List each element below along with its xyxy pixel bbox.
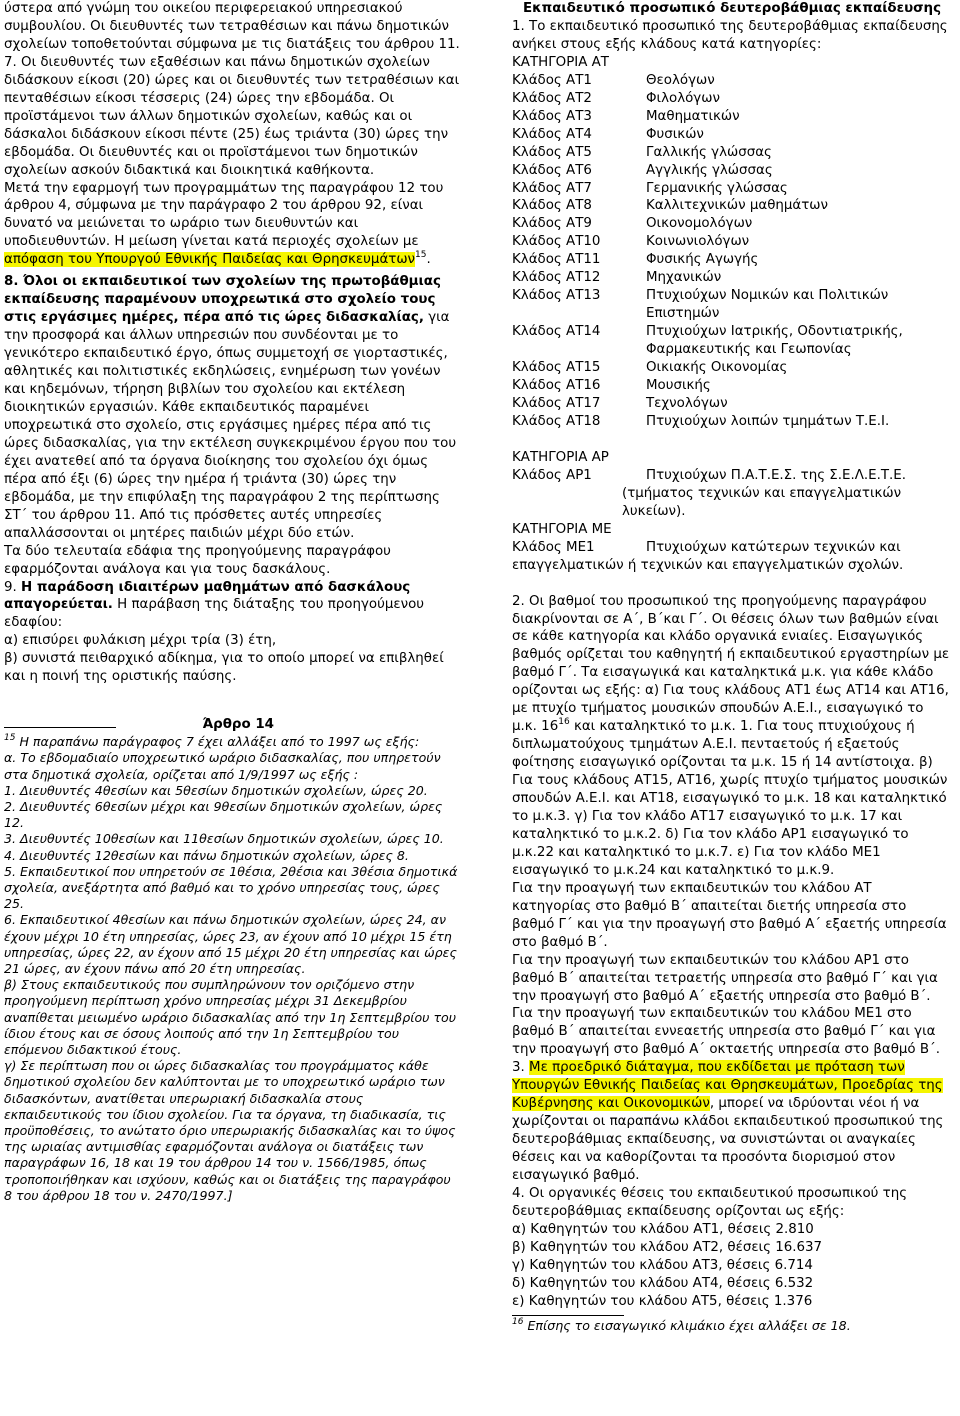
branch-name: Κοινωνιολόγων: [646, 234, 750, 250]
paragraph-3-number: 3.: [512, 1060, 530, 1076]
branch-name: Μηχανικών: [646, 270, 722, 286]
section-heading: Εκπαιδευτικό προσωπικό δευτεροβάθμιας εκπαίδευσης: [522, 1, 942, 16]
branch-name: Πτυχιούχων Ιατρικής, Οδοντιατρικής, Φαρμακευτικής και Γεωπονίας: [646, 324, 903, 358]
branch-code: Κλάδος ΑΤ12: [512, 270, 601, 286]
footnote-15-line: γ) Σε περίπτωση που οι ώρες διδασκαλίας του προγράμματος κάθε δημοτικού σχολείου δεν καλύπτονται με το υποχρεωτικό ωράριο των διδασκόντων, ανατίθεται υπερωριακή διδασκαλία στους εκπαιδευτικούς του ίδιου σχολείου. Για τα όργανα, τη διαδικασία, τις προϋποθέσεις, το ανώτατο όριο υπερωριακής διδασκαλίας και το ύψος της ωριαίας αντιμισθίας εφαρμόζονται ανάλογα οι διατάξεις των παραγράφων 16, 18 και 19 του άρθρου 14 του ν. 1566/1985, όπως τροποποιήθηκαν και ισχύουν, καθώς και οι διατάξεις της παραγράφου 8 του άρθρου 18 του ν. 2470/1997.]: [4, 1058, 456, 1203]
branch-name: Πτυχιούχων Π.Α.Τ.Ε.Σ. της Σ.Ε.Λ.Ε.Τ.Ε.: [646, 467, 907, 483]
footnote-16-number: 16: [512, 1316, 524, 1327]
footnote-15-line: α. Το εβδομαδιαίο υποχρεωτικό ωράριο διδασκαλίας, που υπηρετούν στα δημοτικά σχολεία, ορίζεται από 1/9/1997 ως εξής :: [4, 750, 441, 782]
paragraph-9-a: α) επισύρει φυλάκιση μέχρι τρία (3) έτη,: [4, 633, 277, 649]
branch-code: Κλάδος ΜΕ1: [512, 539, 595, 555]
paragraph-intro: ύστερα από γνώμη του οικείου περιφερειακού υπηρεσιακού συμβουλίου. Οι διευθυντές των τετραθέσιων και πάνω δημοτικών σχολείων τοποθετούνται σύμφωνα με τις διατάξεις του άρθρου 11.: [4, 1, 460, 52]
branch-code: Κλάδος ΑΤ6: [512, 162, 592, 178]
branch-name: Φυσικών: [646, 126, 704, 142]
branch-name-continued: (τμήματος τεχνικών και επαγγελματικών λυκείων).: [622, 485, 902, 519]
footnote-15-line: 4. Διευθυντές 12θεσίων και πάνω δημοτικών σχολείων, ώρες 8.: [4, 847, 409, 863]
highlighted-text: Με προεδρικό διάταγμα, που εκδίδεται με πρόταση των Υπουργών Εθνικής Παιδείας και Θρησκευμάτων, Προεδρίας της Κυβέρνησης και Οικονομικών: [512, 1060, 943, 1112]
branch-name-continued: επαγγελματικών ή τεχνικών και επαγγελματικών σχολών.: [512, 557, 904, 573]
branch-code: Κλάδος ΑΤ1: [512, 72, 592, 88]
branch-code: Κλάδος ΑΤ3: [512, 108, 592, 124]
paragraph-2-text-cont: και καταληκτικό το μ.κ. 1. Για τους πτυχιούχους ή διπλωματούχους τμημάτων Α.Ε.Ι. πενταετούς ή εξαετούς φοίτησης εισαγωγικό ορίζονται τα μ.κ. 15 ή 14 αντίστοιχα. β) Για τους κλάδους ΑΤ15, ΑΤ16, χωρίς πτυχίο τμήματος μουσικών σπουδών Α.Ε.Ι. και ΑΤ18, εισαγωγικό το μ.κ. 18 και καταληκτικό το μ.κ.3. γ) Για τον κλάδο ΑΤ17 εισαγωγικό το μ.κ. 17 και καταληκτικό το μ.κ.2. δ) Για τον κλάδο ΑΡ1 εισαγωγικό το μ.κ.22 και καταληκτικό το μ.κ.7. ε) Για τον κλάδο ΜΕ1 εισαγωγικό το μ.κ.24 και καταληκτικό το μ.κ.9.: [512, 719, 948, 878]
paragraph-4: 4. Οι οργανικές θέσεις του εκπαιδευτικού προσωπικού της δευτεροβάθμιας εκπαίδευσης ορίζονται ως εξής:: [512, 1186, 908, 1219]
footnote-ref-15: 15: [415, 250, 427, 261]
branch-name: Αγγλικής γλώσσας: [646, 162, 773, 178]
branch-row: [512, 180, 952, 198]
branch-name: Πτυχιούχων λοιπών τμημάτων Τ.Ε.Ι.: [646, 413, 890, 429]
branch-row: [512, 323, 952, 359]
paragraph-2-promotion-at: Για την προαγωγή των εκπαιδευτικών του κλάδου ΑΤ κατηγορίας στο βαθμό Β΄ απαιτείται διετής υπηρεσία στο βαθμό Γ΄ και για την προαγωγή στο βαθμό Α΄ εξαετής υπηρεσία στο βαθμό Β΄.: [512, 880, 947, 950]
branch-row: [512, 108, 952, 126]
branch-code: Κλάδος ΑΡ1: [512, 467, 592, 483]
paragraph-end: .: [426, 252, 431, 268]
branch-row: [512, 251, 952, 269]
branch-name: Πτυχιούχων κατώτερων τεχνικών και: [646, 539, 901, 555]
branch-code: Κλάδος ΑΤ11: [512, 252, 601, 268]
branch-code: Κλάδος ΑΤ5: [512, 144, 592, 160]
branch-code: Κλάδος ΑΤ14: [512, 324, 601, 340]
branch-row: [512, 467, 952, 485]
paragraph-8-text: για την προσφορά και άλλων υπηρεσιών που συνδέονται με το γενικότερο εκπαιδευτικό έργο, όπως συμμετοχή σε γιορταστικές, αθλητικές και πολιτιστικές εκδηλώσεις, ενημέρωση των γονέων και κηδεμόνων, τήρηση βιβλίων του σχολείου και εκτέλεση διοικητικών εργασιών. Κάθε εκπαιδευτικός παραμένει υποχρεωτικά στο σχολείο, στις εργάσιμες ημέρες πέρα από τις ώρες διδασκαλίας, για την εκτέλεση συγκεκριμένου έργου που του έχει ανατεθεί από τα όργανα διοίκησης του σχολείου όχι όμως πέρα από έξι (6) ώρες την ημέρα ή τριάντα (30) ώρες την εβδομάδα, με την επιφύλαξη της παραγράφου 2 της περίπτωσης ΣΤ΄ του άρθρου 11. Από τις πρόσθετες αυτές υπηρεσίες απαλλάσσονται οι μητέρες παιδιών μέχρι δύο ετών.: [4, 310, 457, 541]
footnote-ref-16: 16: [558, 717, 570, 728]
paragraph-text: Μετά την εφαρμογή των προγραμμάτων της παραγράφου 12 του άρθρου 4, σύμφωνα με την παράγραφο 2 του άρθρου 92, είναι δυνατό να μειώνεται το ωράριο των διευθυντών και υποδιευθυντών. Η μείωση γίνεται κατά περιοχές σχολείων με: [4, 180, 444, 250]
footnote-separator: [512, 1315, 624, 1316]
footnote-15-line: 2. Διευθυντές 6θεσίων μέχρι και 9θεσίων δημοτικών σχολείων, ώρες 12.: [4, 798, 443, 831]
branch-name: Θεολόγων: [646, 72, 715, 88]
category-ar-heading: ΚΑΤΗΓΟΡΙΑ ΑΡ: [512, 449, 609, 465]
branch-code: Κλάδος ΑΤ15: [512, 360, 601, 376]
branch-code: Κλάδος ΑΤ10: [512, 234, 601, 250]
branch-row: [512, 72, 952, 90]
paragraph-2-promotion-ar1: Για την προαγωγή των εκπαιδευτικών του κλάδου ΑΡ1 στο βαθμό Β΄ απαιτείται τετραετής υπηρεσία στο βαθμό Γ΄ και για την προαγωγή στο βαθμό Α΄ εξαετής υπηρεσία στο βαθμό Β΄.: [512, 952, 938, 1004]
branch-name: Καλλιτεχνικών μαθημάτων: [646, 198, 829, 214]
branch-code: Κλάδος ΑΤ7: [512, 180, 592, 196]
footnote-16-text: Επίσης το εισαγωγικό κλιμάκιο έχει αλλάξει σε 18.: [523, 1317, 851, 1333]
footnote-15: [4, 734, 460, 1204]
positions-list-item: γ) Καθηγητών του κλάδου ΑΤ3, θέσεις 6.714: [512, 1257, 813, 1273]
paragraph-8: [4, 273, 460, 542]
branch-row: [512, 377, 952, 395]
paragraph-8-last: Τα δύο τελευταία εδάφια της προηγούμενης παραγράφου εφαρμόζονται ανάλογα και για τους δασκάλους.: [4, 543, 391, 577]
positions-list-item: δ) Καθηγητών του κλάδου ΑΤ4, θέσεις 6.532: [512, 1275, 814, 1291]
branch-name: Μαθηματικών: [646, 108, 740, 124]
paragraph-9-number: 9.: [4, 579, 22, 595]
footnote-15-text: Η παραπάνω παράγραφος 7 έχει αλλάξει από το 1997 ως εξής:: [15, 734, 420, 750]
paragraph-9-b: β) συνιστά πειθαρχικό αδίκημα, για το οποίο μπορεί να επιβληθεί και η ποινή της οριστικής παύσης.: [4, 651, 444, 685]
branch-code: Κλάδος ΑΤ13: [512, 288, 601, 304]
branch-name: Οικονομολόγων: [646, 216, 753, 232]
category-at-heading: ΚΑΤΗΓΟΡΙΑ ΑΤ: [512, 54, 609, 70]
paragraph-8-bold: 8. Όλοι οι εκπαιδευτικοί των σχολείων της πρωτοβάθμιας εκπαίδευσης παραμένουν υποχρεωτικά στο σχολείο τους στις εργάσιμες ημέρες, πέρα από τις ώρες διδασκαλίας,: [4, 274, 441, 326]
branch-name: Οικιακής Οικονομίας: [646, 360, 788, 376]
footnote-separator: [4, 727, 116, 728]
positions-list-item: ε) Καθηγητών του κλάδου ΑΤ5, θέσεις 1.376: [512, 1293, 813, 1309]
paragraph-3-text: , μπορεί να ιδρύονται νέοι ή να χωρίζονται οι παραπάνω κλάδοι εκπαιδευτικού προσωπικού της δευτεροβάθμιας εκπαίδευσης, να συνιστώνται οι αναγκαίες θέσεις και να καθορίζονται τα προσόντα διορισμού στον εισαγωγικό βαθμό.: [512, 1096, 944, 1184]
left-column: [4, 0, 460, 1204]
branch-row: [512, 215, 952, 233]
category-me-heading: ΚΑΤΗΓΟΡΙΑ ΜΕ: [512, 521, 612, 537]
branch-row: [512, 144, 952, 162]
highlighted-text: απόφαση του Υπουργού Εθνικής Παιδείας και Θρησκευμάτων: [4, 252, 416, 268]
branch-name: Φυσικής Αγωγής: [646, 252, 759, 268]
branch-row: [512, 197, 952, 215]
paragraph-7: 7. Οι διευθυντές των εξαθέσιων και πάνω δημοτικών σχολείων διδάσκουν είκοσι (20) ώρες και οι διευθυντές των τετραθέσιων και πενταθέσιων είκοσι τέσσερις (24) ώρες την εβδομάδα. Οι προϊστάμενοι των άλλων δημοτικών σχολείων, καθώς και οι δάσκαλοι διδάσκουν είκοσι πέντε (25) έως τριάντα (30) ώρες την εβδομάδα. Οι διευθυντές και οι προϊστάμενοι των δημοτικών σχολείων ασκούν διδακτικά και διοικητικά καθήκοντα.: [4, 54, 460, 178]
branch-row: [512, 90, 952, 108]
positions-list-item: α) Καθηγητών του κλάδου ΑΤ1, θέσεις 2.810: [512, 1221, 814, 1237]
branch-row: [512, 413, 952, 431]
branch-name: Πτυχιούχων Νομικών και Πολιτικών Επιστημών: [646, 288, 889, 322]
branch-name: Γερμανικής γλώσσας: [646, 180, 788, 196]
right-column: [512, 0, 952, 1334]
branch-row: [512, 126, 952, 144]
branch-code: Κλάδος ΑΤ8: [512, 198, 592, 214]
branch-row: [512, 269, 952, 287]
paragraph-9-bold: Η παράδοση ιδιαιτέρων μαθημάτων από δασκάλους απαγορεύεται.: [4, 579, 411, 613]
paragraph-2-promotion-me1: Για την προαγωγή των εκπαιδευτικών του κλάδου ΜΕ1 στο βαθμό Β΄ απαιτείται εννεαετής υπηρεσία στο βαθμό Γ΄ και για την προαγωγή στο βαθμό Α΄ οκταετής υπηρεσία στο βαθμό Β΄.: [512, 1006, 940, 1058]
branch-code: Κλάδος ΑΤ17: [512, 395, 601, 411]
branch-row: [512, 539, 952, 557]
branch-name: Γαλλικής γλώσσας: [646, 144, 772, 160]
footnote-16: [512, 1318, 952, 1334]
paragraph-9: [4, 579, 460, 633]
footnote-15-line: 1. Διευθυντές 4θεσίων και 5θεσίων δημοτικών σχολείων, ώρες 20.: [4, 782, 428, 798]
branch-row: [512, 395, 952, 413]
branch-row: [512, 162, 952, 180]
footnote-15-line: β) Στους εκπαιδευτικούς που συμπληρώνουν τον οριζόμενο στην προηγούμενη περίπτωση χρόνο υπηρεσίας μέχρι 31 Δεκεμβρίου αναπίθεται μειωμένο ωράριο διδασκαλίας από την 1η Σεπτεμβρίου του ίδιου έτους και σε όσους λοιπούς από την 1η Σεπτεμβρίου του επόμενου διδακτικού έτους.: [4, 977, 457, 1058]
paragraph-1: 1. Το εκπαιδευτικό προσωπικό της δευτεροβάθμιας εκπαίδευσης ανήκει στους εξής κλάδους κατά κατηγορίες:: [512, 18, 948, 52]
paragraph-3: [512, 1059, 952, 1185]
branch-code: Κλάδος ΑΤ9: [512, 216, 592, 232]
footnote-15-number: 15: [4, 733, 16, 744]
paragraph-2-text: 2. Οι βαθμοί του προσωπικού της προηγούμενης παραγράφου διακρίνονται σε Α΄, Β΄και Γ΄. Οι θέσεις όλων των βαθμών είναι σε κάθε κατηγορία και κλάδο οργανικά ενιαίες. Εισαγωγικός βαθμός ορίζεται του καθηγητή ή εκπαιδευτικού εργαστηρίων με βαθμό Γ΄. Τα εισαγωγικά και καταληκτικά μ.κ. για κάθε κλάδο ορίζονται ως εξής: α) Για τους κλάδους ΑΤ1 έως ΑΤ14 και ΑΤ16, με πτυχίο τμήματος μουσικών σπουδών Α.Ε.Ι., εισαγωγικό το μ.κ. 16: [512, 593, 950, 735]
branch-code: Κλάδος ΑΤ2: [512, 90, 592, 106]
branch-code: Κλάδος ΑΤ18: [512, 413, 601, 429]
footnote-15-line: 6. Εκπαιδευτικοί 4θεσίων και πάνω δημοτικών σχολείων, ώρες 24, αν έχουν μέχρι 10 έτη υπηρεσίας, ώρες 23, αν έχουν από 10 μέχρι 15 έτη υπηρεσίας, ώρες 22, αν έχουν από 15 μέχρι 20 έτη υπηρεσίας και ώρες 21 ώρες, αν έχουν πάνω από 20 έτη υπηρεσίας.: [4, 912, 457, 977]
branch-row: [512, 287, 952, 323]
footnote-15-line: 5. Εκπαιδευτικοί που υπηρετούν σε 1θέσια, 2θέσια και 3θέσια δημοτικά σχολεία, ανεξάρτητα από βαθμό και το χρόνο υπηρεσίας τους, ώρες 25.: [4, 863, 458, 912]
article-14-heading: Άρθρο 14: [202, 717, 274, 733]
paragraph-2: [512, 593, 952, 880]
branch-row: [512, 359, 952, 377]
branch-name: Μουσικής: [646, 378, 711, 394]
branch-code: Κλάδος ΑΤ4: [512, 126, 592, 142]
paragraph-9-text: Η παράβαση της διάταξης του προηγούμενου εδαφίου:: [4, 597, 425, 631]
paragraph-ministerial-decision: [4, 180, 460, 270]
footnote-15-line: [4, 734, 460, 750]
positions-list-item: β) Καθηγητών του κλάδου ΑΤ2, θέσεις 16.637: [512, 1239, 823, 1255]
branch-row: [512, 233, 952, 251]
branch-code: Κλάδος ΑΤ16: [512, 378, 601, 394]
branch-name: Φιλολόγων: [646, 90, 720, 106]
footnote-15-line: 3. Διευθυντές 10θεσίων και 11θεσίων δημοτικών σχολείων, ώρες 10.: [4, 831, 444, 847]
branch-name: Τεχνολόγων: [646, 395, 728, 411]
